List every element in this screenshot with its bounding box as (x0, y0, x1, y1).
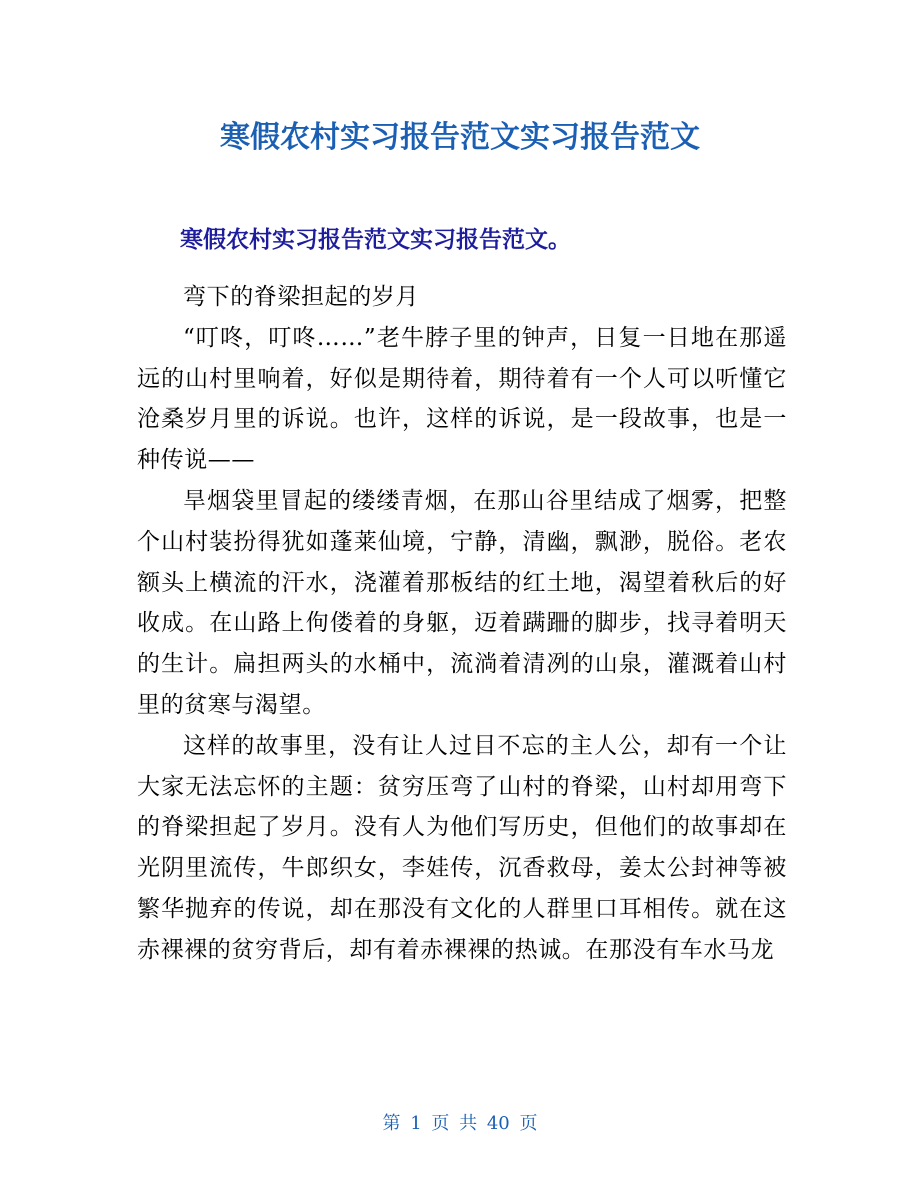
document-title: 寒假农村实习报告范文实习报告范文 (220, 120, 700, 155)
page-number: 第 1 页 共 40 页 (382, 1113, 538, 1134)
paragraph-heading: 弯下的脊梁担起的岁月 (183, 284, 419, 310)
paragraph: 旱烟袋里冒起的缕缕青烟，在那山谷里结成了烟雾，把整个山村装扮得犹如蓬莱仙境，宁静，清幽，飘渺，脱俗。老农额头上横流的汗水，浇灌着那板结的红土地，渴望着秋后的好收成。在山路上佝偻着的身躯，迈着蹒跚的脚步，找寻着明天的生计。扁担两头的水桶中，流淌着清冽的山泉，灌溉着山村里的贫寒与渴望。 (137, 487, 787, 718)
document-body (137, 277, 787, 971)
paragraph: “叮咚，叮咚……”老牛脖子里的钟声，日复一日地在那遥远的山村里响着，好似是期待着，期待着有一个人可以听懂它沧桑岁月里的诉说。也许，这样的诉说，是一段故事，也是一种传说—— (137, 324, 787, 474)
document-subtitle: 寒假农村实习报告范文实习报告范文。 (180, 227, 571, 253)
paragraph: 这样的故事里，没有让人过目不忘的主人公，却有一个让大家无法忘怀的主题：贫穷压弯了山村的脊梁，山村却用弯下的脊梁担起了岁月。没有人为他们写历史，但他们的故事却在光阴里流传，牛郎织女，李娃传，沉香救母，姜太公封神等被繁华抛弃的传说，却在那没有文化的人群里口耳相传。就在这赤裸裸的贫穷背后，却有着赤裸裸的热诚。在那没有车水马龙 (137, 732, 787, 963)
